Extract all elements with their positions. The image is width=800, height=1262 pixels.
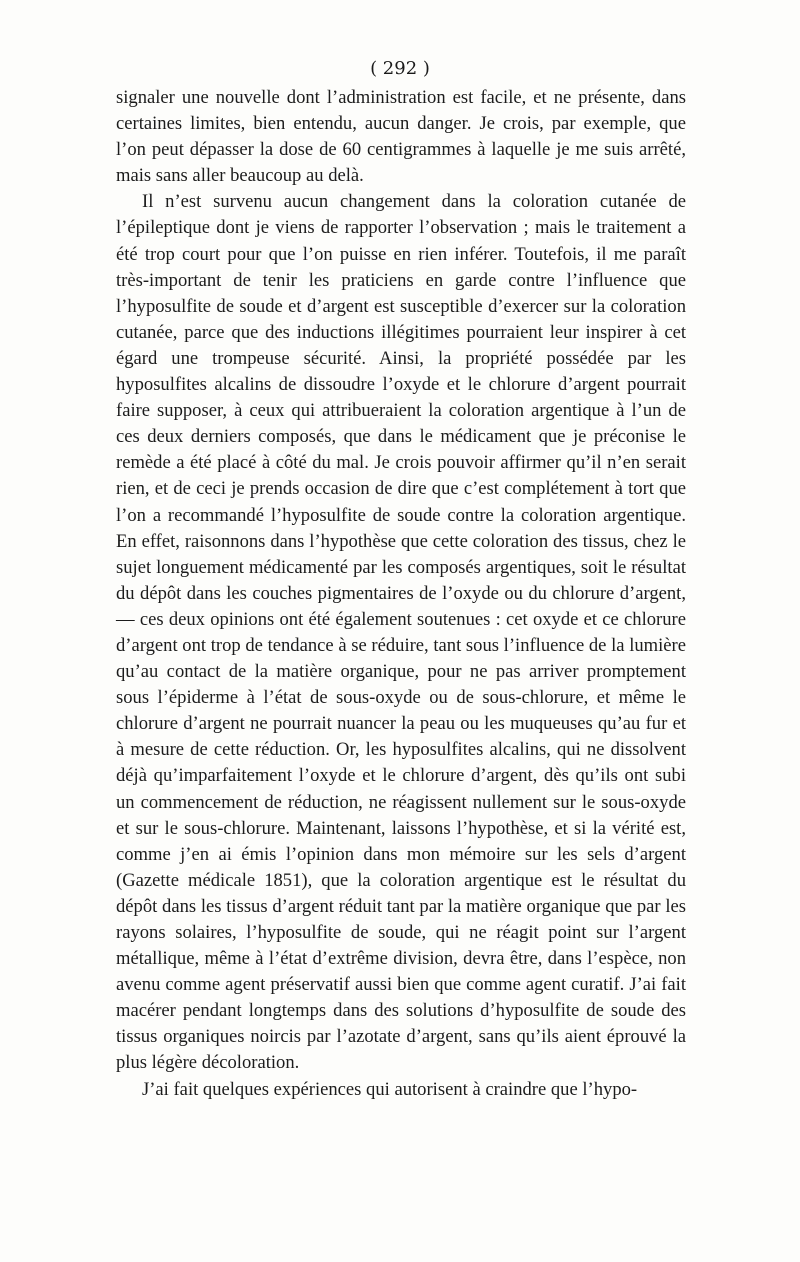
paragraph-1: signaler une nouvelle dont l’administration est facile, et ne présente, dans certaines limites, bien entendu, aucun danger. Je crois, par exemple, que l’on peut dépasser la dose de 60 centigrammes à laquelle je me suis arrêté, mais sans aller beaucoup au delà. bbox=[116, 87, 686, 187]
body-text bbox=[116, 85, 686, 1103]
paragraph-3: J’ai fait quelques expériences qui autorisent à craindre que l’hypo- bbox=[142, 1078, 638, 1100]
page-number: ( 292 ) bbox=[370, 58, 430, 79]
paragraph-2: Il n’est survenu aucun changement dans la coloration cutanée de l’épileptique dont je viens de rapporter l’observation ; mais le traitement a été trop court pour que l’on puisse en rien inférer. Toutefois, il me paraît très-important de tenir les praticiens en garde contre l’influence que l’hyposulfite de soude et d’argent est susceptible d’exercer sur la coloration cutanée, parce que des inductions illégitimes pourraient leur inspirer à cet égard une trompeuse sécurité. Ainsi, la propriété possédée par les hyposulfites alcalins de dissoudre l’oxyde et le chlorure d’argent pourrait faire supposer, à ceux qui attribueraient la coloration argentique à l’un de ces deux derniers composés, que dans le médicament que je préconise le remède a été placé à côté du mal. Je crois pouvoir affirmer qu’il n’en serait rien, et de ceci je prends occasion de dire que c’est complétement à tort que l’on a recommandé l’hyposulfite de soude contre la coloration argentique. En effet, raisonnons dans l’hypothèse que cette coloration des tissus, chez le sujet longuement médicamenté par les composés argentiques, soit le résultat du dépôt dans les couches pigmentaires de l’oxyde ou du chlorure d’argent, — ces deux opinions ont été également soutenues : cet oxyde et ce chlorure d’argent ont trop de tendance à se réduire, tant sous l’influence de la lumière qu’au contact de la matière organique, pour ne pas arriver promptement sous l’épiderme à l’état de sous-oxyde ou de sous-chlorure, et même le chlorure d’argent ne pourrait nuancer la peau ou les muqueuses qu’au fur et à mesure de cette réduction. Or, les hyposulfites alcalins, qui ne dissolvent déjà qu’imparfaitement l’oxyde et le chlorure d’argent, dès qu’ils ont subi un commencement de réduction, ne réagissent nullement sur le sous-oxyde et sur le sous-chlorure. Maintenant, laissons l’hypothèse, et si la vérité est, comme j’en ai émis l’opinion dans mon mémoire sur les sels d’argent (Gazette médicale 1851), que la coloration argentique est le résultat du dépôt dans les tissus d’argent réduit tant par la matière organique que par les rayons solaires, l’hyposulfite de soude, qui ne réagit point sur l’argent métallique, même à l’état d’extrême division, devra être, dans l’espèce, non avenu comme agent préservatif aussi bien que comme agent curatif. J’ai fait macérer pendant longtemps dans des solutions d’hyposulfite de soude des tissus organiques noircis par l’azotate d’argent, sans qu’ils aient éprouvé la plus légère décoloration. bbox=[116, 191, 686, 1074]
